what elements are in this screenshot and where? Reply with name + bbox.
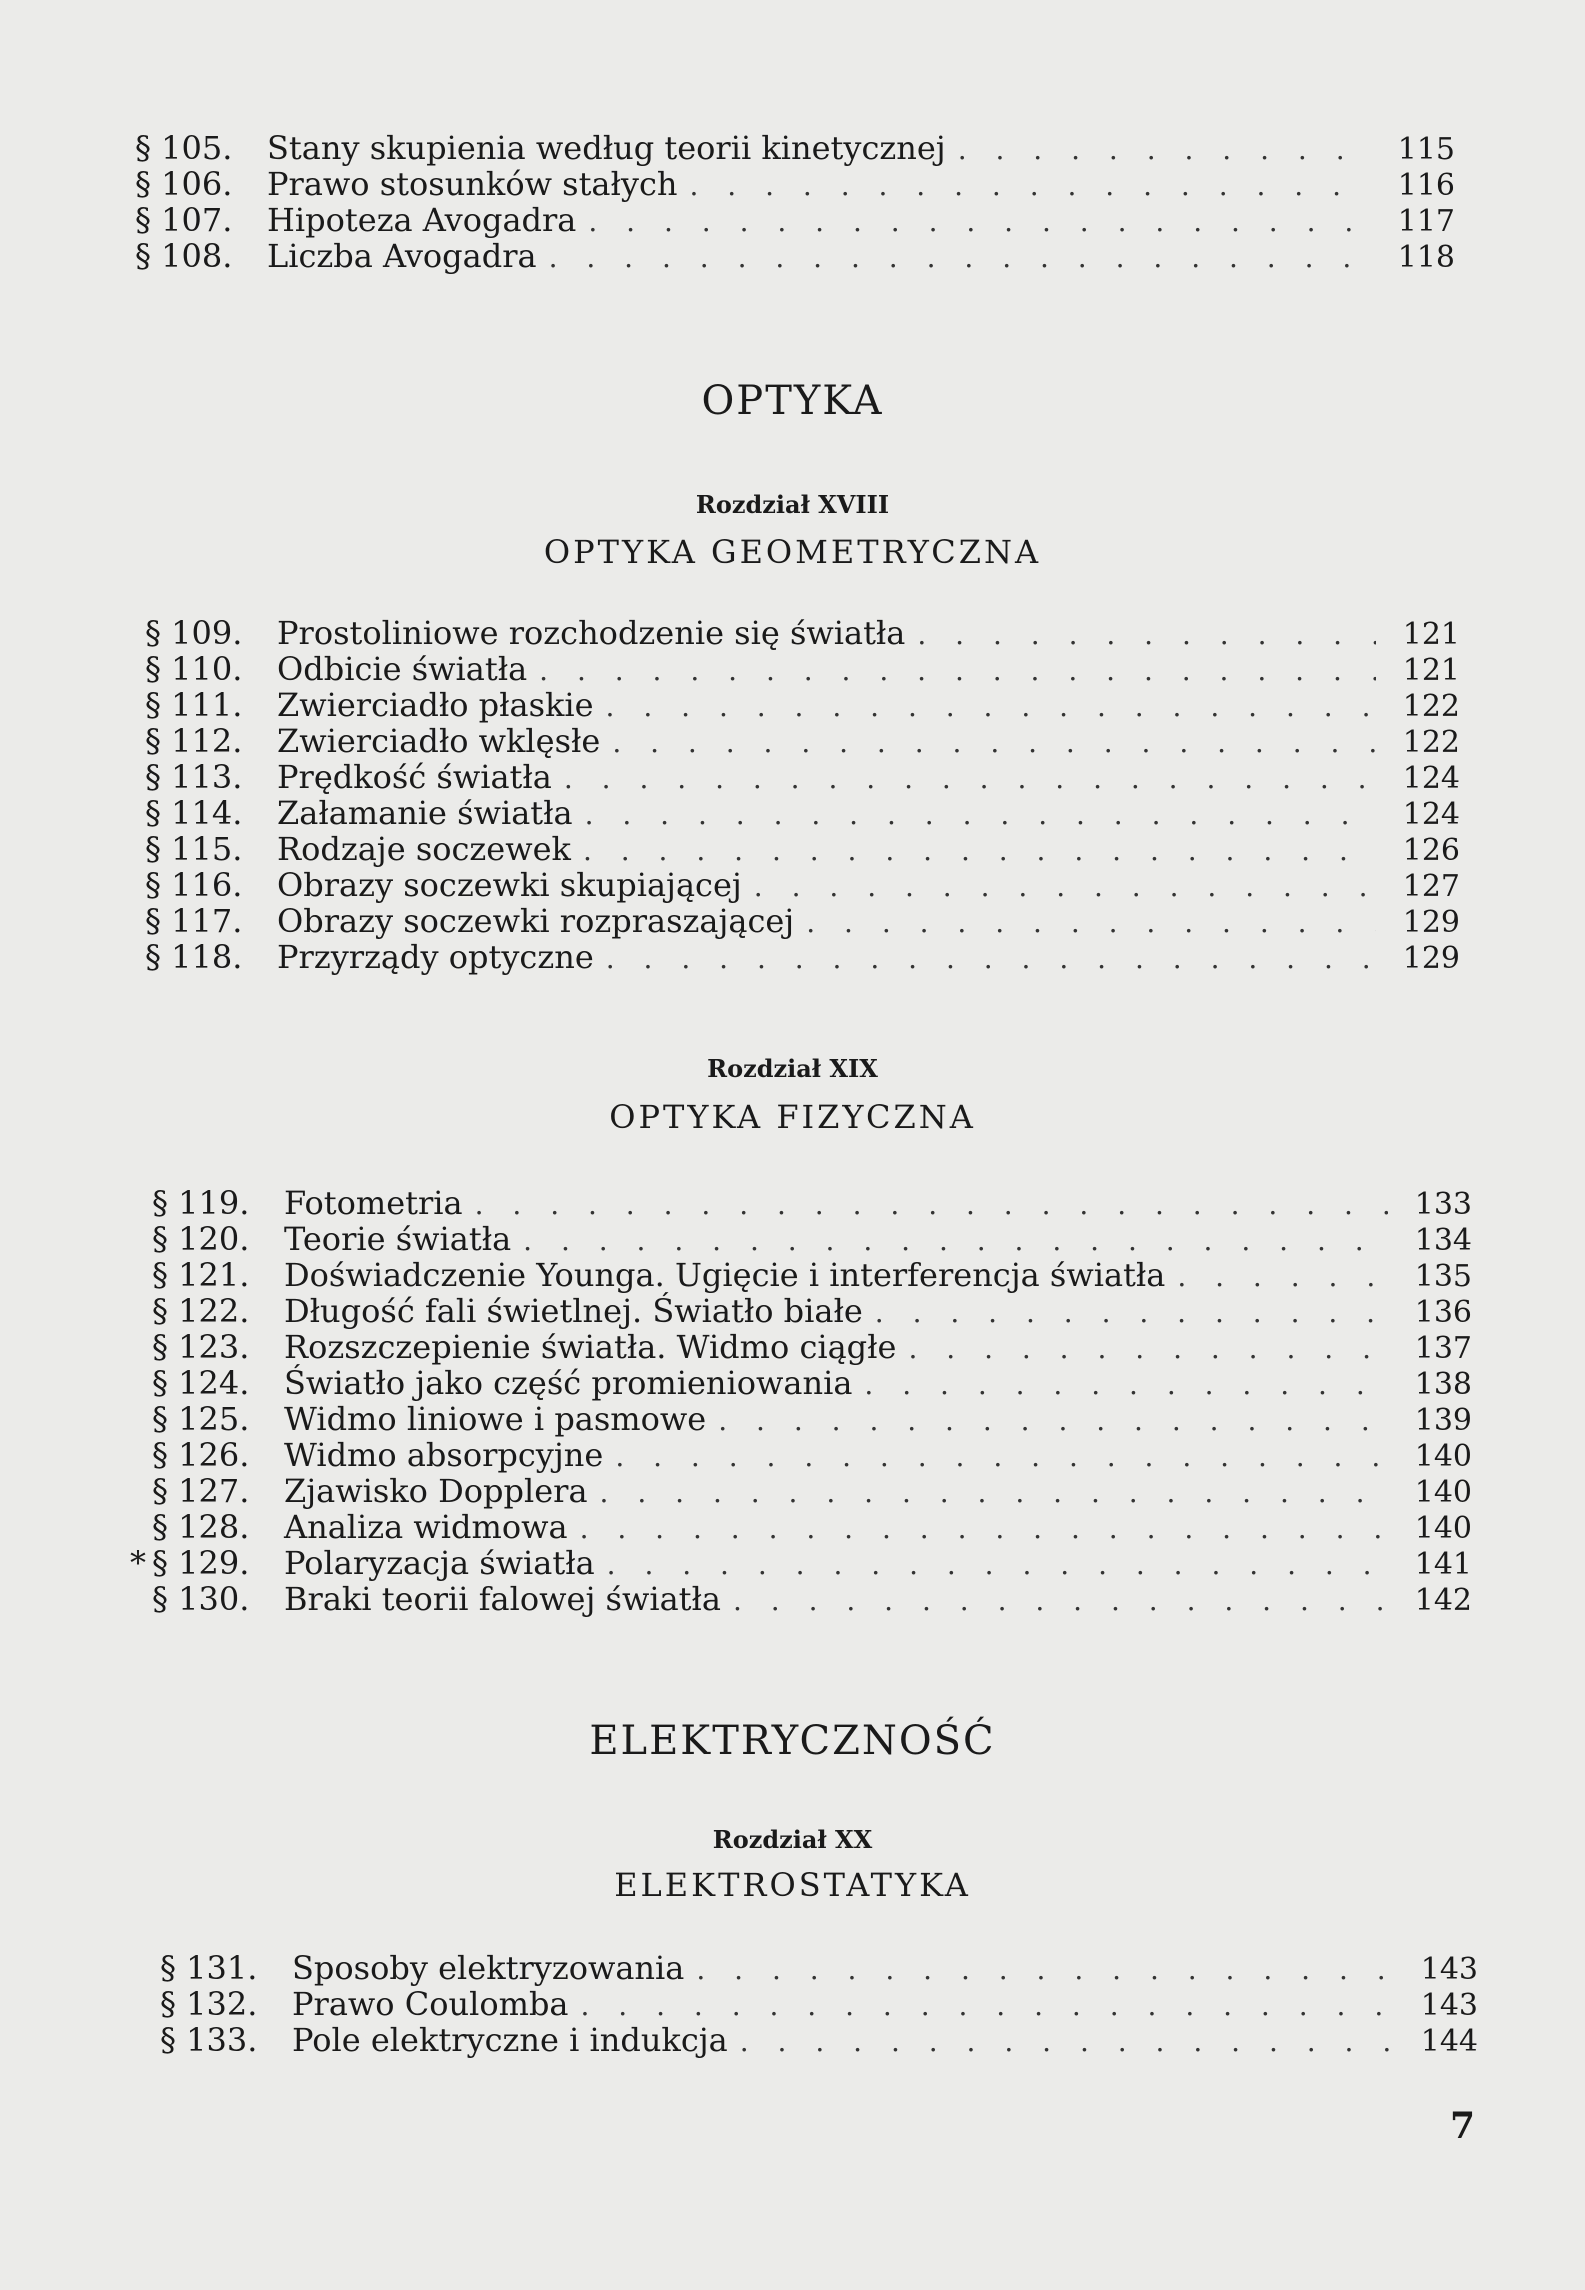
toc-entry <box>145 831 1460 867</box>
entry-page-number: 126 <box>1402 833 1460 868</box>
entry-title: Odbicie światła <box>277 650 528 688</box>
dot-leader <box>718 1403 1388 1439</box>
toc-entry <box>145 723 1460 759</box>
entry-title: Długość fali świetlnej. Światło białe <box>284 1292 863 1330</box>
entry-page-number: 140 <box>1414 1511 1472 1546</box>
entry-page-number: 136 <box>1414 1295 1472 1330</box>
dot-leader <box>583 833 1376 869</box>
entry-title: Prawo stosunków stałych <box>267 165 678 203</box>
entry-page-number: 121 <box>1402 617 1460 652</box>
toc-entry <box>152 1185 1472 1221</box>
entry-page-number: 138 <box>1414 1367 1472 1402</box>
section-number <box>160 1986 292 2022</box>
entry-page-number: 135 <box>1414 1259 1472 1294</box>
entry-title: Prędkość światła <box>277 758 552 796</box>
entry-title: Braki teorii falowej światła <box>284 1580 721 1618</box>
section-number <box>152 1581 284 1617</box>
dot-leader <box>864 1367 1388 1403</box>
section-number-text: § 113. <box>145 758 243 796</box>
section-number-text: § 122. <box>152 1292 250 1330</box>
section-number-text: § 129. <box>152 1544 250 1582</box>
section-number-text: § 132. <box>160 1985 258 2023</box>
entry-page-number: 117 <box>1397 204 1455 239</box>
section-number-text: § 117. <box>145 902 243 940</box>
toc-entry <box>160 1950 1478 1986</box>
entry-title: Stany skupienia według teorii kinetycznej <box>267 129 946 167</box>
chapter-title-elektrostatyka: ELEKTROSTATYKA <box>614 1866 971 1904</box>
toc-entry <box>135 238 1455 274</box>
entry-title: Widmo liniowe i pasmowe <box>284 1400 707 1438</box>
chapter-label-xviii: Rozdział XVIII <box>695 490 890 519</box>
section-number <box>152 1401 284 1437</box>
entry-title: Doświadczenie Younga. Ugięcie i interferencja światła <box>284 1256 1166 1294</box>
toc-entry <box>152 1401 1472 1437</box>
entry-page-number: 116 <box>1397 168 1455 203</box>
entry-page-number: 134 <box>1414 1223 1472 1258</box>
entry-title: Rozszczepienie światła. Widmo ciągłe <box>284 1328 897 1366</box>
entry-title: Fotometria <box>284 1184 463 1222</box>
entry-page-number: 144 <box>1420 2024 1478 2059</box>
section-number-text: § 123. <box>152 1328 250 1366</box>
dot-leader <box>958 132 1371 168</box>
dot-leader <box>740 2024 1394 2060</box>
entry-page-number: 122 <box>1402 689 1460 724</box>
toc-block-kinetyka <box>135 130 1455 274</box>
dot-leader <box>612 725 1376 761</box>
section-number <box>145 651 277 687</box>
section-number <box>152 1509 284 1545</box>
entry-title: Obrazy soczewki rozpraszającej <box>277 902 795 940</box>
toc-entry <box>145 759 1460 795</box>
entry-page-number: 143 <box>1420 1952 1478 1987</box>
section-number <box>145 759 277 795</box>
entry-title: Analiza widmowa <box>284 1508 568 1546</box>
section-number <box>145 831 277 867</box>
chapter-label-xx: Rozdział XX <box>712 1825 873 1854</box>
dot-leader <box>564 761 1376 797</box>
dot-leader <box>475 1187 1388 1223</box>
toc-entry <box>135 166 1455 202</box>
section-number-text: § 121. <box>152 1256 250 1294</box>
section-number <box>145 903 277 939</box>
entry-page-number: 115 <box>1397 132 1455 167</box>
dot-leader <box>606 689 1376 725</box>
entry-title: Hipoteza Avogadra <box>267 201 577 239</box>
entry-title: Teorie światła <box>284 1220 512 1258</box>
section-number <box>152 1293 284 1329</box>
entry-title: Prawo Coulomba <box>292 1985 569 2023</box>
entry-page-number: 129 <box>1402 941 1460 976</box>
toc-entry <box>130 1544 1472 1582</box>
dot-leader <box>917 617 1376 653</box>
section-number-text: § 128. <box>152 1508 250 1546</box>
entry-page-number: 121 <box>1402 653 1460 688</box>
section-number-text: § 111. <box>145 686 243 724</box>
section-number-text: § 106. <box>135 165 233 203</box>
toc-entry <box>145 939 1460 975</box>
section-number-text: § 118. <box>145 938 243 976</box>
dot-leader <box>806 905 1376 941</box>
section-number-text: § 133. <box>160 2021 258 2059</box>
dot-leader <box>606 941 1376 977</box>
entry-page-number: 124 <box>1402 797 1460 832</box>
toc-entry <box>152 1365 1472 1401</box>
entry-title: Przyrządy optyczne <box>277 938 594 976</box>
section-number-text: § 127. <box>152 1472 250 1510</box>
section-number <box>145 615 277 651</box>
section-number <box>152 1185 284 1221</box>
toc-block-chapter-xviii <box>145 615 1460 975</box>
section-number <box>130 1544 284 1582</box>
section-number <box>145 687 277 723</box>
entry-title: Widmo absorpcyjne <box>284 1436 604 1474</box>
section-number <box>152 1221 284 1257</box>
dot-leader <box>733 1583 1388 1619</box>
entry-page-number: 133 <box>1414 1187 1472 1222</box>
entry-title: Załamanie światła <box>277 794 573 832</box>
entry-page-number: 137 <box>1414 1331 1472 1366</box>
dot-leader <box>875 1295 1388 1331</box>
section-number <box>145 867 277 903</box>
section-number-text: § 115. <box>145 830 243 868</box>
dot-leader <box>539 653 1376 689</box>
section-number <box>152 1257 284 1293</box>
section-number <box>152 1437 284 1473</box>
toc-entry <box>152 1329 1472 1365</box>
dot-leader <box>581 1988 1395 2024</box>
page-number: 7 <box>1449 2105 1475 2147</box>
section-number-text: § 107. <box>135 201 233 239</box>
toc-entry <box>135 130 1455 166</box>
dot-leader <box>585 797 1376 833</box>
section-number-text: § 108. <box>135 237 233 275</box>
section-number-text: § 116. <box>145 866 243 904</box>
entry-title: Sposoby elektryzowania <box>292 1949 685 1987</box>
entry-title: Światło jako część promieniowania <box>284 1364 853 1402</box>
part-title-optyka: OPTYKA <box>701 378 884 424</box>
toc-entry <box>152 1293 1472 1329</box>
section-number <box>135 130 267 166</box>
toc-entry <box>160 2022 1478 2058</box>
section-number-text: § 131. <box>160 1949 258 1987</box>
dot-leader <box>615 1439 1388 1475</box>
section-number-text: § 124. <box>152 1364 250 1402</box>
toc-entry <box>145 687 1460 723</box>
section-number-text: § 105. <box>135 129 233 167</box>
entry-title: Rodzaje soczewek <box>277 830 571 868</box>
entry-page-number: 140 <box>1414 1439 1472 1474</box>
section-number-text: § 109. <box>145 614 243 652</box>
section-number <box>152 1365 284 1401</box>
toc-entry <box>160 1986 1478 2022</box>
section-number-text: § 126. <box>152 1436 250 1474</box>
chapter-label-xix: Rozdział XIX <box>707 1054 878 1083</box>
section-number <box>135 166 267 202</box>
entry-page-number: 141 <box>1414 1547 1472 1582</box>
toc-entry <box>152 1221 1472 1257</box>
entry-title: Zjawisko Dopplera <box>284 1472 588 1510</box>
toc-entry <box>135 202 1455 238</box>
section-number <box>135 202 267 238</box>
toc-entry <box>152 1437 1472 1473</box>
toc-entry <box>152 1473 1472 1509</box>
dot-leader <box>588 204 1371 240</box>
entry-title: Liczba Avogadra <box>267 237 537 275</box>
section-number <box>145 939 277 975</box>
entry-title: Prostoliniowe rozchodzenie się światła <box>277 614 906 652</box>
entry-title: Obrazy soczewki skupiającej <box>277 866 742 904</box>
section-number-text: § 120. <box>152 1220 250 1258</box>
section-number-text: § 114. <box>145 794 243 832</box>
section-number-text: § 110. <box>145 650 243 688</box>
part-title-elektrycznosc: ELEKTRYCZNOŚĆ <box>589 1718 996 1764</box>
section-number-text: § 119. <box>152 1184 250 1222</box>
section-number <box>145 795 277 831</box>
section-number <box>152 1473 284 1509</box>
entry-page-number: 122 <box>1402 725 1460 760</box>
toc-entry <box>152 1509 1472 1545</box>
dot-leader <box>908 1331 1388 1367</box>
entry-page-number: 127 <box>1402 869 1460 904</box>
entry-page-number: 129 <box>1402 905 1460 940</box>
entry-page-number: 143 <box>1420 1988 1478 2023</box>
dot-leader <box>607 1547 1388 1583</box>
toc-entry <box>145 903 1460 939</box>
entry-page-number: 118 <box>1397 240 1455 275</box>
section-number <box>145 723 277 759</box>
entry-title: Zwierciadło płaskie <box>277 686 594 724</box>
section-number <box>160 2022 292 2058</box>
dot-leader <box>600 1475 1388 1511</box>
toc-entry <box>145 615 1460 651</box>
dot-leader <box>1177 1259 1388 1295</box>
entry-title: Polaryzacja światła <box>284 1544 595 1582</box>
entry-page-number: 139 <box>1414 1403 1472 1438</box>
chapter-title-optyka-fizyczna: OPTYKA FIZYCZNA <box>609 1098 976 1136</box>
toc-entry <box>145 867 1460 903</box>
section-number-text: § 130. <box>152 1580 250 1618</box>
section-number <box>135 238 267 274</box>
toc-entry <box>145 795 1460 831</box>
dot-leader <box>580 1511 1388 1547</box>
section-number-text: § 125. <box>152 1400 250 1438</box>
toc-entry <box>145 651 1460 687</box>
toc-entry <box>152 1257 1472 1293</box>
section-number-text: § 112. <box>145 722 243 760</box>
entry-page-number: 124 <box>1402 761 1460 796</box>
dot-leader <box>754 869 1376 905</box>
dot-leader <box>549 240 1371 276</box>
entry-title: Pole elektryczne i indukcja <box>292 2021 728 2059</box>
dot-leader <box>523 1223 1388 1259</box>
toc-entry <box>152 1581 1472 1617</box>
section-number <box>160 1950 292 1986</box>
entry-title: Zwierciadło wklęsłe <box>277 722 601 760</box>
section-number <box>152 1329 284 1365</box>
dot-leader <box>696 1952 1394 1988</box>
toc-block-chapter-xx <box>160 1950 1478 2058</box>
dot-leader <box>689 168 1371 204</box>
asterisk-marker: * <box>130 1544 146 1582</box>
chapter-title-optyka-geometryczna: OPTYKA GEOMETRYCZNA <box>543 533 1042 571</box>
entry-page-number: 140 <box>1414 1475 1472 1510</box>
toc-block-chapter-xix <box>130 1184 1472 1618</box>
entry-page-number: 142 <box>1414 1583 1472 1618</box>
